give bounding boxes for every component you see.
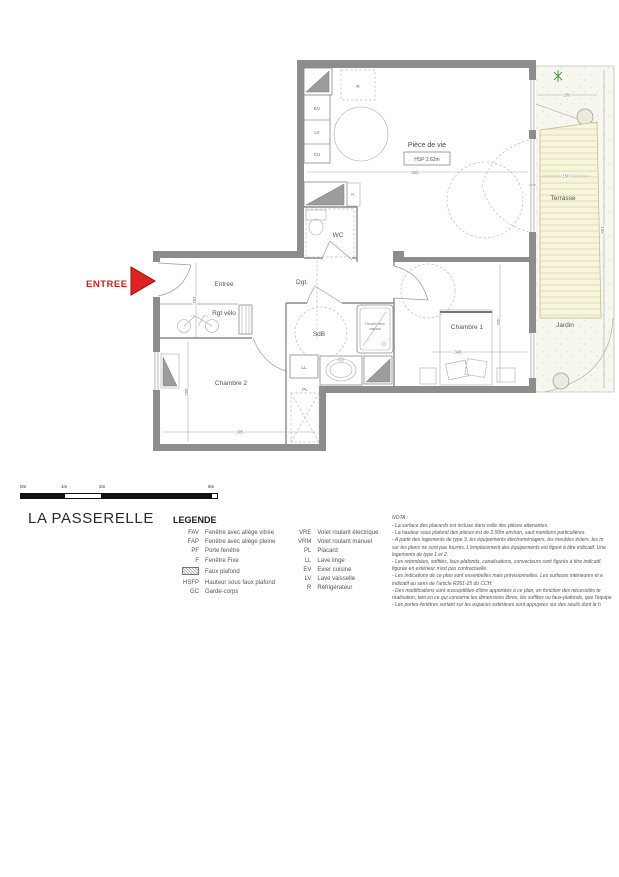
scale-label-0m: 0m (20, 484, 27, 489)
scale-segment (102, 494, 212, 498)
legend-abbr: FAP (187, 539, 199, 546)
fixture-label-placard-ch2: PL (302, 387, 308, 392)
nightstand (420, 368, 436, 384)
nota-line: - Des modifications sont susceptibles d'être apportées à ce plan, en fonction des nécessités te (392, 587, 601, 594)
legend-label: Volet roulant manuel (317, 539, 373, 546)
window-kitchen-corner (304, 68, 332, 95)
room-label-jardin: Jardin (556, 322, 574, 329)
shower-label-line2: ressaut (369, 327, 381, 331)
door-leaf (394, 298, 428, 300)
bush-icon (553, 373, 569, 389)
legend-row (285, 548, 378, 554)
legend-row (285, 530, 378, 536)
hsp-label: HSP 2.62m (414, 157, 440, 163)
wc-area (304, 182, 360, 262)
legend-label: Porte fenêtre (205, 548, 240, 555)
nota-block (392, 515, 619, 610)
legend-label: Garde-corps (205, 589, 239, 596)
legend-row (285, 558, 378, 564)
terrasse-deck (540, 122, 601, 318)
room-label-rgt-velo: Rgt vélo (212, 310, 236, 317)
toilet-icon (306, 210, 326, 235)
scale-bar-labels (20, 484, 218, 491)
legend-label: Placard (317, 548, 338, 555)
room-label-wc: WC (332, 232, 344, 239)
placard-chambre2 (291, 387, 319, 442)
shower-label-line1: Douche zéro (365, 322, 385, 326)
window-wc (304, 182, 360, 207)
room-label-entree: Entrée (214, 281, 234, 288)
nota-line: - A partir des logements de type 3, les équipements électroménagers, les meubles éviers, les m (392, 537, 604, 544)
entree-area (158, 260, 317, 338)
dim-ch1-width: 348 (454, 349, 462, 355)
window-sdb (364, 356, 392, 384)
washbasin (320, 356, 362, 385)
nota-line: figurée en extérieur n'est pas contractuelle. (392, 566, 488, 573)
terrasse-area (540, 122, 601, 318)
legend-row (285, 539, 378, 545)
nota-heading: NOTA : (392, 515, 409, 521)
fixture-label-refrigerateur: R (356, 84, 360, 89)
legend-abbr: HSFP (182, 579, 199, 586)
legend-column-left (173, 530, 275, 595)
bike-icon (178, 316, 219, 333)
legend-abbr: VRM (298, 539, 312, 546)
legend-row (173, 567, 275, 577)
nota-line: - Les portes-fenêtres sortant sur les espaces extérieurs sont appuyées sur des seuils dont la h (392, 602, 601, 609)
entry-arrow-icon (131, 267, 155, 295)
nota-line: logements de type 1 et 2. (392, 551, 449, 558)
page-title: LA PASSERELLE (28, 510, 154, 527)
dim-jardin-height: 651 (600, 226, 605, 234)
entry-marker (86, 267, 155, 295)
legend-row (173, 548, 275, 554)
legend-abbr: VRE (299, 530, 312, 536)
nota-line: - La surface des placards est incluse dans celle des pièces attenantes. (392, 523, 549, 529)
legend-abbr: LV (304, 575, 312, 582)
volet-roulant-icon (163, 357, 177, 386)
exterior-walls (153, 60, 536, 451)
legend-label: Fenêtre avec allège vitrée (205, 530, 275, 536)
windows (152, 80, 536, 390)
entry-label: ENTREE (86, 279, 128, 290)
legend-row (285, 567, 378, 573)
faux-plafond-swatch (173, 567, 205, 577)
porte-fenetre-terrasse (482, 139, 536, 232)
legend-row (285, 576, 378, 582)
fixture-label-cuisson: CU (313, 152, 321, 157)
scale-bar (20, 484, 218, 504)
dim-ch2-height: 290 (184, 388, 189, 396)
legend-label: Volet roulant électrique (317, 530, 379, 536)
legend-label: Faux plafond (205, 568, 240, 575)
legend-abbr: F (195, 557, 199, 564)
legend (173, 515, 383, 595)
dim-entree-height: 203 (192, 296, 197, 304)
nota-line: indicatif au sens de l'article R261-25 du CCH. (392, 580, 493, 587)
legend-row (173, 580, 275, 586)
scale-bar-segments (20, 493, 218, 499)
nota-line: - La hauteur sous plafond des pièces est de 2.50m environ, sauf mentions particulières. (392, 530, 586, 537)
entry-door-leaf (158, 263, 191, 265)
legend-heading: LEGENDE (173, 515, 217, 525)
scale-segment (64, 494, 102, 498)
nota-line: sur les plans ne sont pas fournis. L'emplacement des équipements est figuré à titre indicatif. Une (392, 544, 606, 551)
bed (440, 310, 492, 385)
pillow-icon (465, 359, 487, 378)
room-label-terrasse: Terrasse (550, 195, 576, 202)
window-fixed-upper (529, 80, 536, 130)
turning-circle (447, 162, 523, 238)
bike-rack (239, 305, 252, 334)
legend-abbr: FAV (188, 530, 199, 536)
room-label-dgt: Dgt. (296, 279, 308, 286)
scale-label-5m: 5m (208, 484, 215, 489)
room-label-piece-de-vie: Pièce de vie (407, 142, 447, 149)
door-leaf (315, 286, 342, 303)
legend-label: Fenêtre avec allège pleine (205, 539, 276, 546)
table-icon (334, 107, 388, 161)
scale-segment (21, 494, 64, 498)
scale-label-1m: 1m (61, 484, 68, 489)
legend-abbr: PL (304, 548, 312, 555)
legend-abbr: GC (190, 589, 199, 596)
pillow-icon (446, 360, 469, 380)
dim-terrasse-width: 200 (563, 92, 571, 98)
legend-column-right (285, 530, 378, 595)
legend-abbr: EV (303, 566, 312, 573)
fixture-label-lave-linge: LL (301, 365, 307, 370)
fixture-label-evier: EV (313, 106, 321, 111)
dim-ch1-height: 320 (496, 318, 501, 326)
dim-terrasse-inner: 150 (562, 173, 570, 179)
room-label-chambre2: Chambre 2 (214, 380, 248, 387)
washing-machine (290, 355, 318, 378)
shower (357, 305, 393, 353)
scale-label-2m: 2m (99, 484, 106, 489)
fixture-label-lave-vaisselle: LV (314, 130, 320, 135)
nota-line: - Les retombées, soffites, faux-plafonds, canalisations, convecteurs sont figurés à titre indicatif. (392, 559, 602, 566)
legend-label: Lave linge (317, 557, 345, 564)
dim-living-width: 800 (411, 170, 419, 175)
kitchen-area (304, 68, 523, 238)
legend-abbr: LL (304, 557, 312, 564)
sdb-area (286, 258, 394, 386)
porte-fenetre-chambre1 (529, 333, 536, 378)
room-label-chambre1: Chambre 1 (450, 324, 484, 331)
legend-label: Hauteur sous faux plafond (205, 579, 276, 586)
legend-abbr: PF (191, 548, 199, 555)
legend-abbr: R (307, 585, 312, 592)
nota-line: - Les indications de ce plan sont essentielles mais prévisionnelles. Les surfaces intérieures et e (392, 573, 603, 580)
window-chambre2 (152, 352, 179, 390)
legend-row (285, 585, 378, 591)
legend-row (173, 530, 275, 536)
faux-plafond-zone (306, 209, 354, 257)
legend-label: Lave vaisselle (317, 575, 356, 582)
room-label-sdb: SdB (312, 331, 326, 338)
legend-row (173, 539, 275, 545)
legend-label: Evier cuisine (317, 566, 352, 573)
legend-row (173, 589, 275, 595)
dim-ch2-width: 305 (236, 429, 244, 435)
fixture-label-placard-wc: PL (350, 193, 356, 197)
legend-label: Réfrigérateur (317, 585, 353, 592)
nota-line: réalisation, tant en ce qui concerne les dimensions libres, les soffites ou faux-plafonds, que l'équipe (392, 595, 612, 602)
legend-row (173, 558, 275, 564)
legend-label: Fenêtre Fixe (205, 557, 239, 564)
